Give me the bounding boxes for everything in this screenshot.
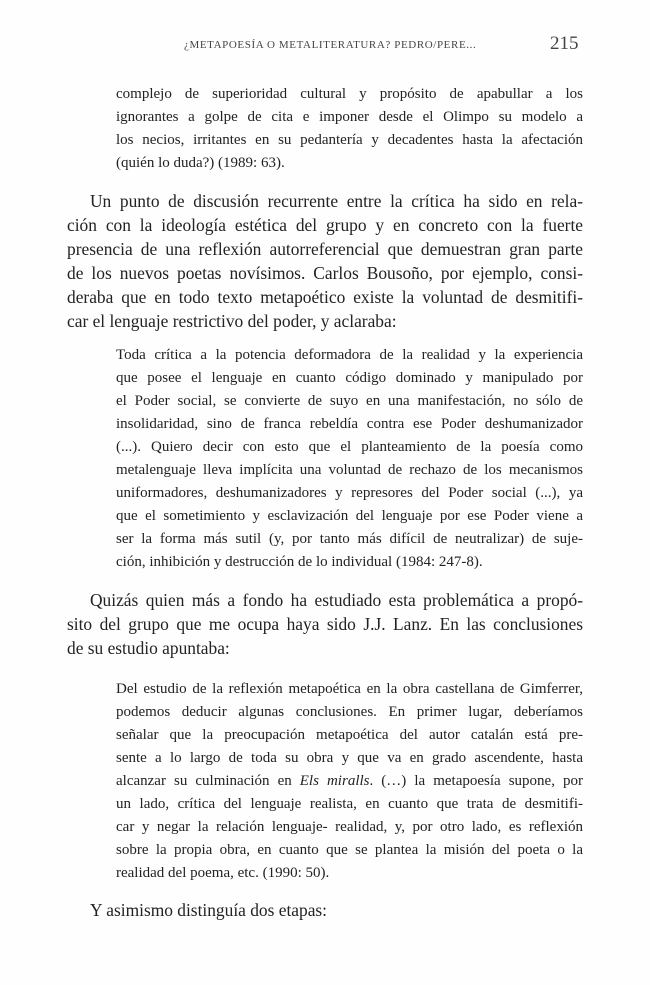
quote-line: insolidaridad, sino de franca rebeldía contra ese Poder deshumanizador xyxy=(116,416,583,432)
body-line: Un punto de discusión recurrente entre la crítica ha sido en rela- xyxy=(90,191,583,211)
page-number: 215 xyxy=(550,33,579,54)
quote-line: los necios, irritantes en su pedantería y decadentes hasta la afectación xyxy=(116,132,583,148)
book-title: Els miralls xyxy=(299,773,370,789)
quote-line: señalar que la preocupación metapoética del autor catalán está pre- xyxy=(116,727,583,743)
quote-line: sobre la propia obra, en cuanto que se plantea la misión del poeta o la xyxy=(116,842,583,858)
body-line: sito del grupo que me ocupa haya sido J.J. Lanz. En las conclusiones xyxy=(67,614,583,634)
quote-line: un lado, crítica del lenguaje realista, en cuanto que trata de desmitifi- xyxy=(116,796,583,812)
quote-line: ción, inhibición y destrucción de lo individual (1984: 247-8). xyxy=(116,554,483,570)
body-line: car el lenguaje restrictivo del poder, y aclaraba: xyxy=(67,311,397,331)
page-header xyxy=(0,33,650,57)
quote-line: sente a lo largo de toda su obra y que va en grado ascendente, hasta xyxy=(116,750,583,766)
body-line: ción con la ideología estética del grupo y en concreto con la fuerte xyxy=(67,215,583,235)
quote-line: car y negar la relación lenguaje- realidad, y, por otro lado, es reflexión xyxy=(116,819,583,835)
quote-line: complejo de superioridad cultural y propósito de apabullar a los xyxy=(116,86,583,102)
quote-line: Toda crítica a la potencia deformadora de la realidad y la experiencia xyxy=(116,347,583,363)
body-line: Quizás quien más a fondo ha estudiado esta problemática a propó- xyxy=(90,590,583,610)
quote-line: metalenguaje lleva implícita una voluntad de rechazo de los mecanismos xyxy=(116,462,583,478)
body-line: deraba que en todo texto metapoético existe la voluntad de desmitifi- xyxy=(67,287,583,307)
quote-line: realidad del poema, etc. (1990: 50). xyxy=(116,865,330,881)
quote-line-with-title xyxy=(116,773,583,790)
quote-line: que el sometimiento y esclavización del lenguaje por ese Poder viene a xyxy=(116,508,583,524)
body-line: de su estudio apuntaba: xyxy=(67,638,230,658)
quote-line: ignorantes a golpe de cita e imponer desde el Olimpo su modelo a xyxy=(116,109,583,125)
quote-line: uniformadores, deshumanizadores y represores del Poder social (...), ya xyxy=(116,485,583,501)
quote-text: . (…) la metapoesía supone, por xyxy=(369,773,583,789)
quote-line: (quién lo duda?) (1989: 63). xyxy=(116,155,285,171)
quote-line: Del estudio de la reflexión metapoética en la obra castellana de Gimferrer, xyxy=(116,681,583,697)
quote-line: ser la forma más sutil (y, por tanto más difícil de neutralizar) de suje- xyxy=(116,531,583,547)
quote-line: podemos deducir algunas conclusiones. En primer lugar, deberíamos xyxy=(116,704,583,720)
quote-line: el Poder social, se convierte de suyo en una manifestación, no sólo de xyxy=(116,393,583,409)
body-line: de los nuevos poetas novísimos. Carlos Bousoño, por ejemplo, consi- xyxy=(67,263,583,283)
quote-text: alcanzar su culminación en xyxy=(116,773,300,789)
body-line: presencia de una reflexión autorreferencial que demuestran gran parte xyxy=(67,239,583,259)
running-head: ¿METAPOESÍA O METALITERATURA? PEDRO/PERE... xyxy=(184,39,477,51)
quote-line: (...). Quiero decir con esto que el planteamiento de la poesía como xyxy=(116,439,583,455)
quote-line: que posee el lenguaje en cuanto código dominado y manipulado por xyxy=(116,370,583,386)
body-line: Y asimismo distinguía dos etapas: xyxy=(90,900,328,920)
